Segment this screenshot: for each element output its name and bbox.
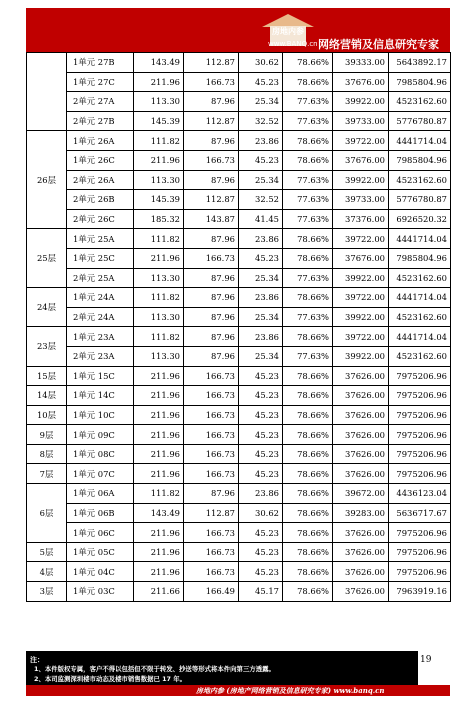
inner-area-cell: 112.87 <box>184 111 239 131</box>
shared-area-cell: 45.23 <box>239 405 283 425</box>
floor-cell: 25层 <box>27 229 67 288</box>
shared-area-cell: 32.52 <box>239 111 283 131</box>
ratio-cell: 78.66% <box>283 53 333 73</box>
unit-cell: 1单元 04C <box>67 562 134 582</box>
floor-cell: 23层 <box>27 327 67 366</box>
shared-area-cell: 25.34 <box>239 170 283 190</box>
unit-price-cell: 37626.00 <box>333 464 389 484</box>
inner-area-cell: 166.73 <box>184 72 239 92</box>
shared-area-cell: 45.23 <box>239 562 283 582</box>
table-row <box>27 111 451 131</box>
note-title: 注： <box>30 656 44 664</box>
area-cell: 211.96 <box>134 248 184 268</box>
unit-cell: 1单元 26C <box>67 150 134 170</box>
ratio-cell: 78.66% <box>283 582 333 602</box>
area-cell: 143.49 <box>134 53 184 73</box>
ratio-cell: 77.63% <box>283 209 333 229</box>
area-cell: 111.82 <box>134 229 184 249</box>
shared-area-cell: 45.23 <box>239 444 283 464</box>
area-cell: 111.82 <box>134 484 184 504</box>
inner-area-cell: 112.87 <box>184 53 239 73</box>
unit-price-cell: 37676.00 <box>333 72 389 92</box>
shared-area-cell: 45.23 <box>239 386 283 406</box>
total-price-cell: 7985804.96 <box>389 248 451 268</box>
area-cell: 145.39 <box>134 111 184 131</box>
unit-price-cell: 37626.00 <box>333 425 389 445</box>
inner-area-cell: 87.96 <box>184 229 239 249</box>
floor-cell <box>27 53 67 131</box>
unit-cell: 1单元 09C <box>67 425 134 445</box>
unit-price-cell: 39733.00 <box>333 111 389 131</box>
shared-area-cell: 45.23 <box>239 425 283 445</box>
unit-price-cell: 39283.00 <box>333 503 389 523</box>
ratio-cell: 78.66% <box>283 562 333 582</box>
unit-cell: 2单元 24A <box>67 307 134 327</box>
shared-area-cell: 25.34 <box>239 92 283 112</box>
table-row <box>27 92 451 112</box>
area-cell: 111.82 <box>134 327 184 347</box>
area-cell: 211.96 <box>134 444 184 464</box>
inner-area-cell: 87.96 <box>184 170 239 190</box>
unit-price-cell: 37626.00 <box>333 444 389 464</box>
inner-area-cell: 87.96 <box>184 307 239 327</box>
area-cell: 211.96 <box>134 425 184 445</box>
floor-cell: 14层 <box>27 386 67 406</box>
inner-area-cell: 87.96 <box>184 484 239 504</box>
area-cell: 113.30 <box>134 307 184 327</box>
note-line: 1、本件版权专属，客户不得以包括但不限于转发、抄送等形式将本件向第三方透露。 <box>34 665 275 673</box>
floor-cell: 3层 <box>27 582 67 602</box>
ratio-cell: 78.66% <box>283 484 333 504</box>
table-row <box>27 209 451 229</box>
inner-area-cell: 166.73 <box>184 425 239 445</box>
area-cell: 211.96 <box>134 405 184 425</box>
shared-area-cell: 23.86 <box>239 288 283 308</box>
shared-area-cell: 25.34 <box>239 307 283 327</box>
unit-price-cell: 37376.00 <box>333 209 389 229</box>
shared-area-cell: 45.17 <box>239 582 283 602</box>
inner-area-cell: 87.96 <box>184 288 239 308</box>
shared-area-cell: 45.23 <box>239 248 283 268</box>
unit-cell: 1单元 08C <box>67 444 134 464</box>
unit-price-cell: 39722.00 <box>333 327 389 347</box>
table-row <box>27 523 451 543</box>
table-row <box>27 366 451 386</box>
unit-cell: 1单元 25C <box>67 248 134 268</box>
area-cell: 211.96 <box>134 72 184 92</box>
logo-url: www.BANQ.cn <box>268 40 318 48</box>
total-price-cell: 4523162.60 <box>389 170 451 190</box>
table-row <box>27 268 451 288</box>
ratio-cell: 78.66% <box>283 405 333 425</box>
header-title: 网络营销及信息研究专家 <box>318 38 439 51</box>
unit-cell: 1单元 06A <box>67 484 134 504</box>
inner-area-cell: 143.87 <box>184 209 239 229</box>
ratio-cell: 78.66% <box>283 503 333 523</box>
page-number: 19 <box>420 655 432 665</box>
table-row <box>27 248 451 268</box>
unit-price-cell: 39733.00 <box>333 190 389 210</box>
unit-cell: 2单元 26C <box>67 209 134 229</box>
inner-area-cell: 166.49 <box>184 582 239 602</box>
unit-cell: 1单元 05C <box>67 542 134 562</box>
table-row <box>27 503 451 523</box>
unit-price-cell: 37626.00 <box>333 405 389 425</box>
floor-cell: 7层 <box>27 464 67 484</box>
unit-cell: 1单元 23A <box>67 327 134 347</box>
unit-price-cell: 37626.00 <box>333 582 389 602</box>
unit-price-cell: 39922.00 <box>333 307 389 327</box>
shared-area-cell: 45.23 <box>239 366 283 386</box>
inner-area-cell: 87.96 <box>184 268 239 288</box>
total-price-cell: 7975206.96 <box>389 366 451 386</box>
area-cell: 211.96 <box>134 386 184 406</box>
footer-bar-text: 房地内参 (房地产网络营销及信息研究专家) www.banq.cn <box>196 686 385 695</box>
unit-price-cell: 37676.00 <box>333 150 389 170</box>
total-price-cell: 7975206.96 <box>389 425 451 445</box>
unit-cell: 1单元 26A <box>67 131 134 151</box>
ratio-cell: 77.63% <box>283 190 333 210</box>
total-price-cell: 4523162.60 <box>389 346 451 366</box>
ratio-cell: 78.66% <box>283 366 333 386</box>
area-cell: 211.96 <box>134 366 184 386</box>
ratio-cell: 78.66% <box>283 464 333 484</box>
ratio-cell: 78.66% <box>283 327 333 347</box>
ratio-cell: 78.66% <box>283 229 333 249</box>
unit-price-cell: 39922.00 <box>333 170 389 190</box>
shared-area-cell: 32.52 <box>239 190 283 210</box>
shared-area-cell: 45.23 <box>239 464 283 484</box>
floor-cell: 24层 <box>27 288 67 327</box>
inner-area-cell: 166.73 <box>184 464 239 484</box>
area-cell: 211.96 <box>134 464 184 484</box>
table-row <box>27 53 451 73</box>
unit-cell: 1单元 24A <box>67 288 134 308</box>
total-price-cell: 7975206.96 <box>389 444 451 464</box>
table-row <box>27 327 451 347</box>
table-row <box>27 288 451 308</box>
total-price-cell: 4523162.60 <box>389 307 451 327</box>
unit-price-cell: 39922.00 <box>333 268 389 288</box>
shared-area-cell: 23.86 <box>239 229 283 249</box>
inner-area-cell: 87.96 <box>184 327 239 347</box>
inner-area-cell: 166.73 <box>184 562 239 582</box>
total-price-cell: 4436123.04 <box>389 484 451 504</box>
inner-area-cell: 112.87 <box>184 190 239 210</box>
area-cell: 113.30 <box>134 170 184 190</box>
table-row <box>27 229 451 249</box>
area-cell: 211.96 <box>134 542 184 562</box>
total-price-cell: 7975206.96 <box>389 386 451 406</box>
ratio-cell: 78.66% <box>283 444 333 464</box>
ratio-cell: 78.66% <box>283 131 333 151</box>
ratio-cell: 78.66% <box>283 288 333 308</box>
unit-cell: 1单元 27C <box>67 72 134 92</box>
table-row <box>27 170 451 190</box>
total-price-cell: 5776780.87 <box>389 190 451 210</box>
inner-area-cell: 166.73 <box>184 248 239 268</box>
area-cell: 113.30 <box>134 268 184 288</box>
unit-price-cell: 39722.00 <box>333 288 389 308</box>
unit-cell: 2单元 26B <box>67 190 134 210</box>
total-price-cell: 4441714.04 <box>389 229 451 249</box>
unit-price-cell: 37626.00 <box>333 366 389 386</box>
unit-cell: 2单元 26A <box>67 170 134 190</box>
total-price-cell: 7975206.96 <box>389 464 451 484</box>
floor-cell: 5层 <box>27 542 67 562</box>
total-price-cell: 5643892.17 <box>389 53 451 73</box>
ratio-cell: 78.66% <box>283 150 333 170</box>
unit-price-cell: 39722.00 <box>333 229 389 249</box>
ratio-cell: 78.66% <box>283 523 333 543</box>
total-price-cell: 7975206.96 <box>389 523 451 543</box>
unit-price-cell: 37626.00 <box>333 562 389 582</box>
floor-cell: 9层 <box>27 425 67 445</box>
shared-area-cell: 30.62 <box>239 53 283 73</box>
area-cell: 211.96 <box>134 523 184 543</box>
logo-text: 房地内参 <box>272 27 304 36</box>
table-row <box>27 346 451 366</box>
total-price-cell: 4523162.60 <box>389 92 451 112</box>
unit-price-cell: 39672.00 <box>333 484 389 504</box>
floor-cell: 4层 <box>27 562 67 582</box>
table-row <box>27 484 451 504</box>
area-cell: 211.96 <box>134 150 184 170</box>
inner-area-cell: 166.73 <box>184 523 239 543</box>
price-table <box>26 52 451 602</box>
ratio-cell: 78.66% <box>283 386 333 406</box>
shared-area-cell: 23.86 <box>239 484 283 504</box>
total-price-cell: 7963919.16 <box>389 582 451 602</box>
inner-area-cell: 166.73 <box>184 405 239 425</box>
ratio-cell: 77.63% <box>283 111 333 131</box>
shared-area-cell: 45.23 <box>239 72 283 92</box>
floor-cell: 6层 <box>27 484 67 543</box>
area-cell: 111.82 <box>134 131 184 151</box>
unit-cell: 1单元 10C <box>67 405 134 425</box>
unit-cell: 2单元 27B <box>67 111 134 131</box>
shared-area-cell: 45.23 <box>239 542 283 562</box>
shared-area-cell: 30.62 <box>239 503 283 523</box>
ratio-cell: 78.66% <box>283 248 333 268</box>
shared-area-cell: 23.86 <box>239 327 283 347</box>
unit-cell: 1单元 25A <box>67 229 134 249</box>
ratio-cell: 77.63% <box>283 268 333 288</box>
floor-cell: 26层 <box>27 131 67 229</box>
total-price-cell: 4441714.04 <box>389 327 451 347</box>
ratio-cell: 78.66% <box>283 425 333 445</box>
total-price-cell: 6926520.32 <box>389 209 451 229</box>
inner-area-cell: 87.96 <box>184 346 239 366</box>
unit-cell: 2单元 27A <box>67 92 134 112</box>
inner-area-cell: 166.73 <box>184 542 239 562</box>
table-row <box>27 131 451 151</box>
unit-price-cell: 39333.00 <box>333 53 389 73</box>
unit-cell: 1单元 14C <box>67 386 134 406</box>
table-row <box>27 425 451 445</box>
inner-area-cell: 87.96 <box>184 92 239 112</box>
unit-price-cell: 39922.00 <box>333 92 389 112</box>
unit-price-cell: 39722.00 <box>333 131 389 151</box>
unit-price-cell: 37626.00 <box>333 542 389 562</box>
area-cell: 113.30 <box>134 346 184 366</box>
shared-area-cell: 25.34 <box>239 346 283 366</box>
total-price-cell: 4523162.60 <box>389 268 451 288</box>
unit-cell: 1单元 07C <box>67 464 134 484</box>
shared-area-cell: 23.86 <box>239 131 283 151</box>
floor-cell: 15层 <box>27 366 67 386</box>
total-price-cell: 4441714.04 <box>389 131 451 151</box>
total-price-cell: 7985804.96 <box>389 150 451 170</box>
unit-cell: 1单元 06B <box>67 503 134 523</box>
area-cell: 211.96 <box>134 562 184 582</box>
area-cell: 113.30 <box>134 92 184 112</box>
table-row <box>27 464 451 484</box>
total-price-cell: 5776780.87 <box>389 111 451 131</box>
shared-area-cell: 41.45 <box>239 209 283 229</box>
total-price-cell: 7975206.96 <box>389 405 451 425</box>
area-cell: 111.82 <box>134 288 184 308</box>
unit-cell: 1单元 06C <box>67 523 134 543</box>
table-row <box>27 444 451 464</box>
inner-area-cell: 112.87 <box>184 503 239 523</box>
floor-cell: 10层 <box>27 405 67 425</box>
unit-price-cell: 37676.00 <box>333 248 389 268</box>
ratio-cell: 77.63% <box>283 92 333 112</box>
table-row <box>27 386 451 406</box>
unit-cell: 2单元 23A <box>67 346 134 366</box>
table-row <box>27 542 451 562</box>
inner-area-cell: 166.73 <box>184 386 239 406</box>
ratio-cell: 77.63% <box>283 170 333 190</box>
area-cell: 211.66 <box>134 582 184 602</box>
table-row <box>27 190 451 210</box>
ratio-cell: 78.66% <box>283 72 333 92</box>
shared-area-cell: 45.23 <box>239 523 283 543</box>
table-row <box>27 405 451 425</box>
inner-area-cell: 166.73 <box>184 444 239 464</box>
shared-area-cell: 45.23 <box>239 150 283 170</box>
note-line: 2、本司监测深圳楼市动态及楼市销售数据已 17 年。 <box>34 675 186 683</box>
unit-cell: 1单元 03C <box>67 582 134 602</box>
unit-cell: 2单元 25A <box>67 268 134 288</box>
table-row <box>27 150 451 170</box>
total-price-cell: 4441714.04 <box>389 288 451 308</box>
unit-price-cell: 39922.00 <box>333 346 389 366</box>
area-cell: 145.39 <box>134 190 184 210</box>
ratio-cell: 77.63% <box>283 307 333 327</box>
table-row <box>27 72 451 92</box>
unit-cell: 1单元 15C <box>67 366 134 386</box>
inner-area-cell: 87.96 <box>184 131 239 151</box>
inner-area-cell: 166.73 <box>184 366 239 386</box>
unit-price-cell: 37626.00 <box>333 386 389 406</box>
unit-cell: 1单元 27B <box>67 53 134 73</box>
table-row <box>27 307 451 327</box>
shared-area-cell: 25.34 <box>239 268 283 288</box>
total-price-cell: 7985804.96 <box>389 72 451 92</box>
area-cell: 143.49 <box>134 503 184 523</box>
floor-cell: 8层 <box>27 444 67 464</box>
table-row <box>27 562 451 582</box>
area-cell: 185.32 <box>134 209 184 229</box>
total-price-cell: 7975206.96 <box>389 542 451 562</box>
total-price-cell: 7975206.96 <box>389 562 451 582</box>
ratio-cell: 77.63% <box>283 346 333 366</box>
table-row <box>27 582 451 602</box>
inner-area-cell: 166.73 <box>184 150 239 170</box>
total-price-cell: 5636717.67 <box>389 503 451 523</box>
unit-price-cell: 37626.00 <box>333 523 389 543</box>
ratio-cell: 78.66% <box>283 542 333 562</box>
